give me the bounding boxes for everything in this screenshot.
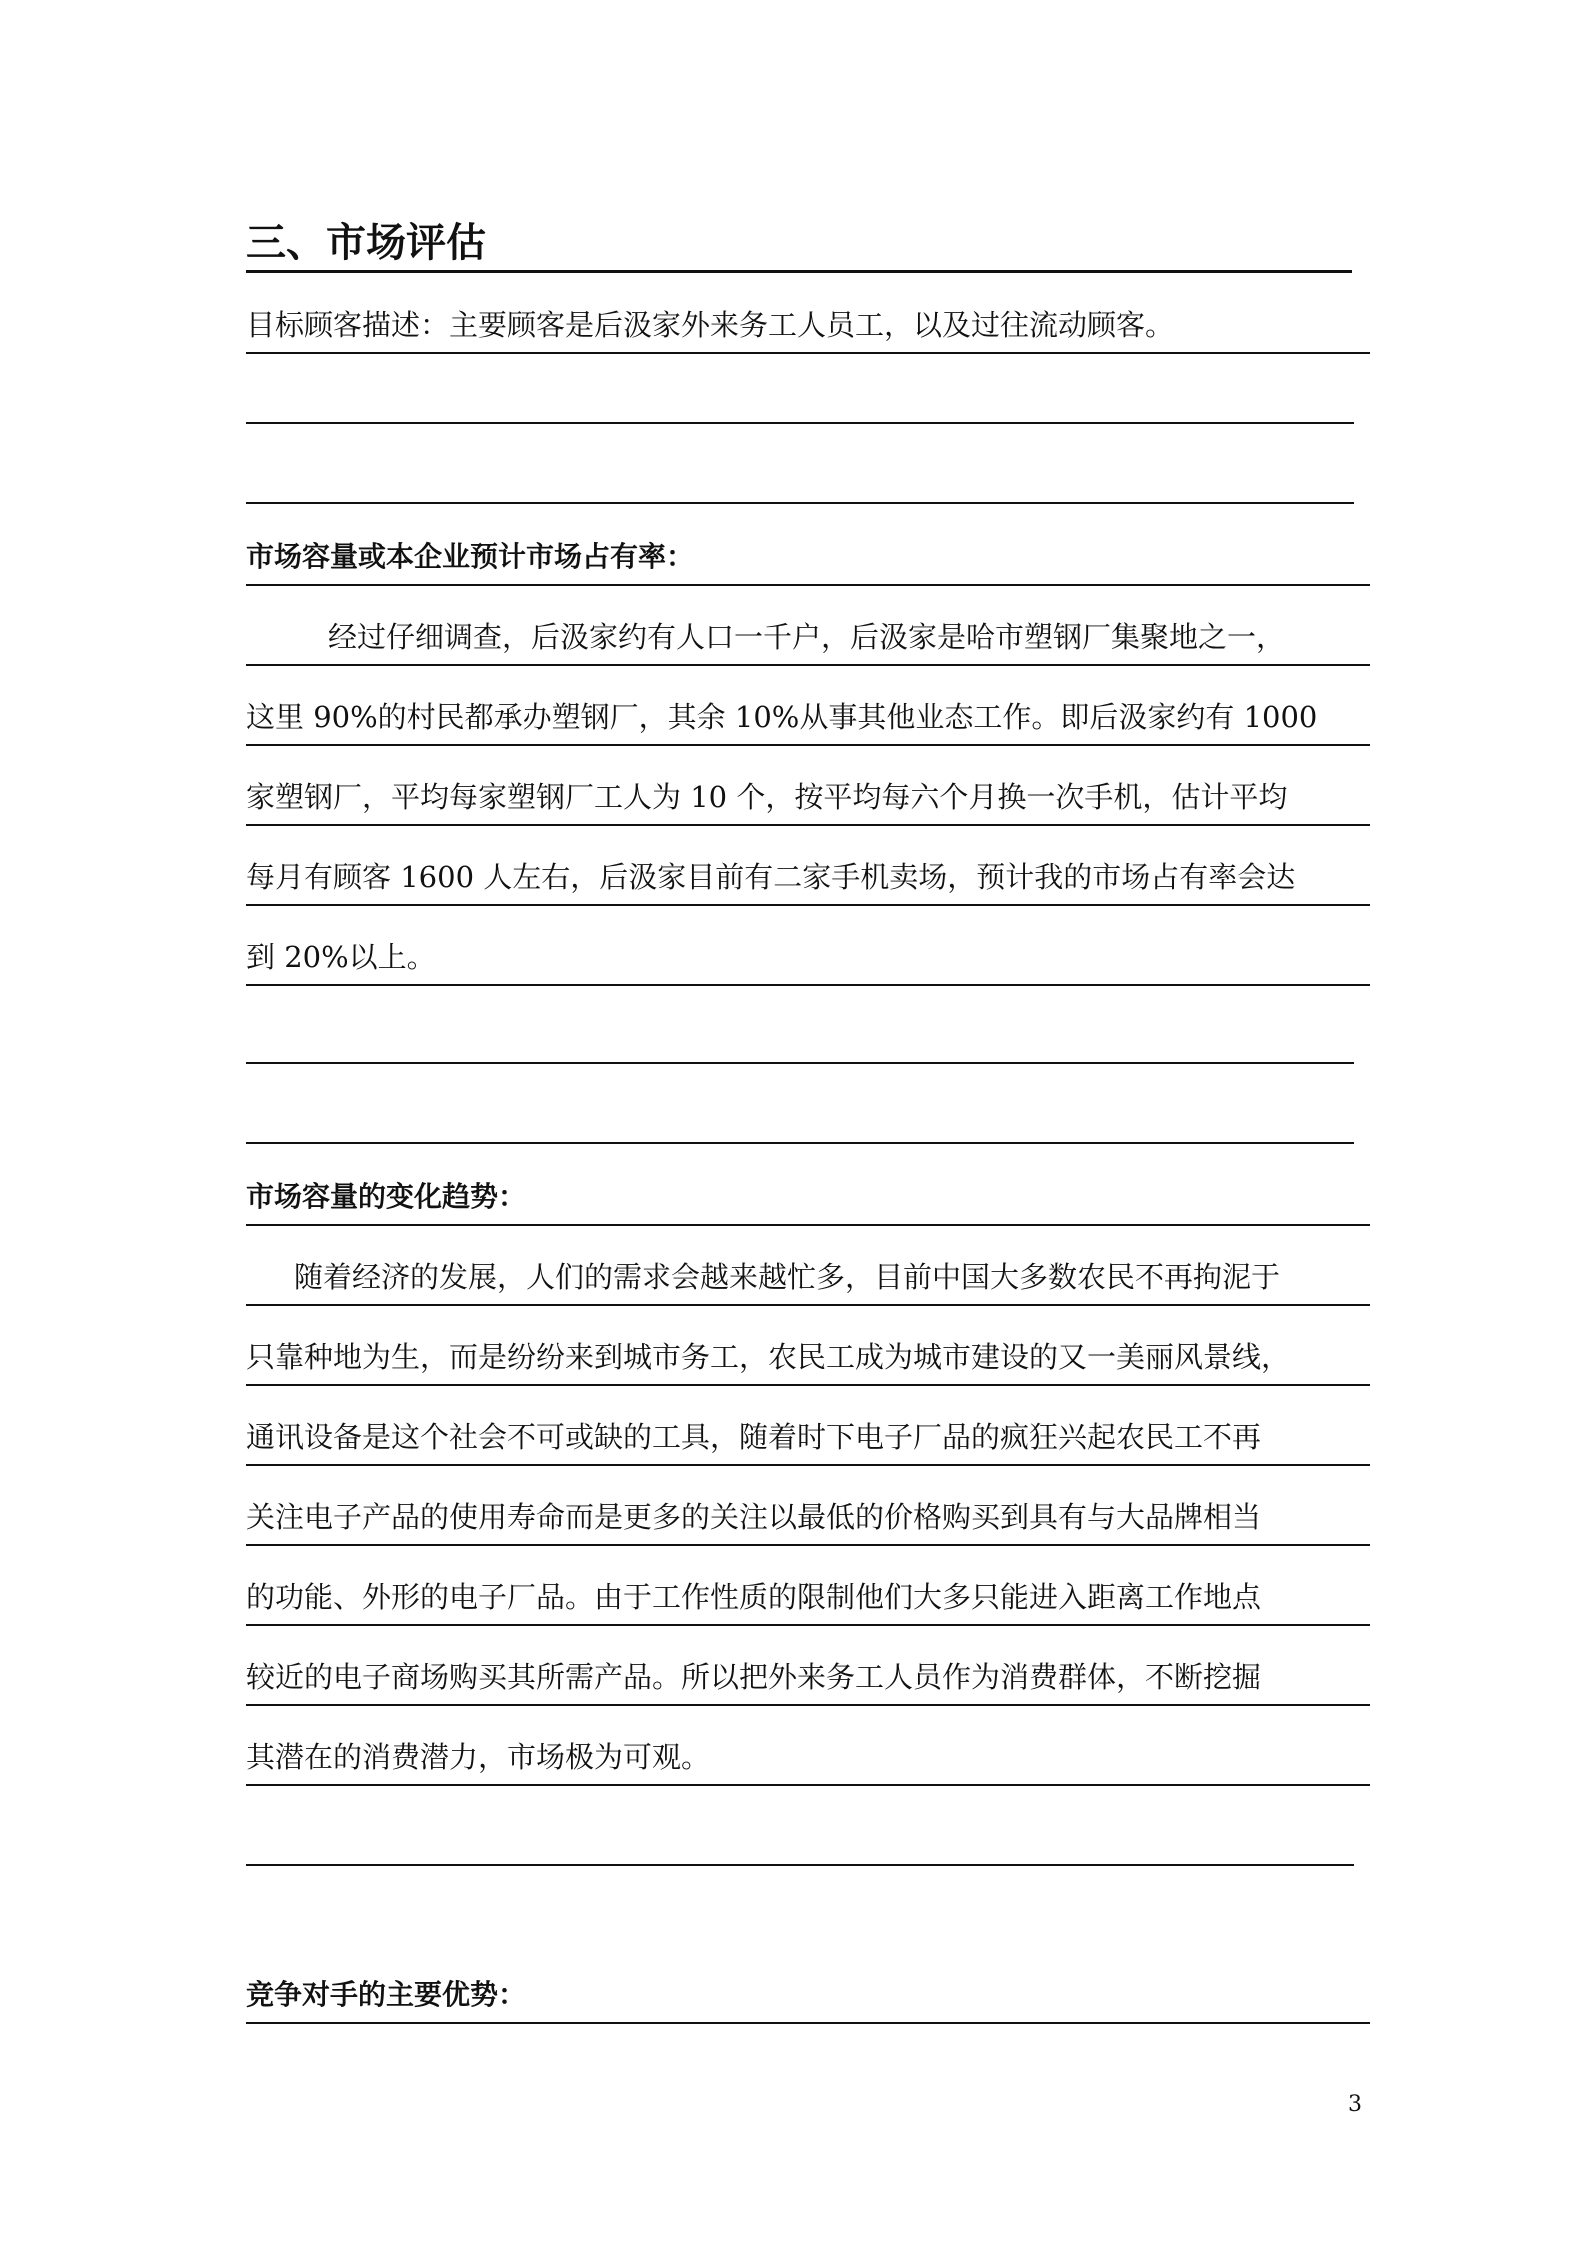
trend-line: 随着经济的发展，人们的需求会越来越忙多，目前中国大多数农民不再拘泥于 [246, 1248, 1370, 1306]
blank-line [246, 446, 1354, 504]
competitors-label: 竞争对手的主要优势： [246, 1966, 1370, 2024]
trend-line: 只靠种地为生，而是纷纷来到城市务工，农民工成为城市建设的又一美丽风景线， [246, 1328, 1370, 1386]
market-share-line: 到 20%以上。 [246, 928, 1370, 986]
trend-line: 的功能、外形的电子厂品。由于工作性质的限制他们大多只能进入距离工作地点 [246, 1568, 1370, 1626]
market-share-line: 家塑钢厂，平均每家塑钢厂工人为 10 个，按平均每六个月换一次手机，估计平均 [246, 768, 1370, 826]
trend-line: 其潜在的消费潜力，市场极为可观。 [246, 1728, 1370, 1786]
blank-line [246, 366, 1354, 424]
blank-line [246, 1006, 1354, 1064]
target-customers-line: 目标顾客描述：主要顾客是后汲家外来务工人员工，以及过往流动顾客。 [246, 296, 1370, 354]
trend-line: 较近的电子商场购买其所需产品。所以把外来务工人员作为消费群体，不断挖掘 [246, 1648, 1370, 1706]
trend-line: 关注电子产品的使用寿命而是更多的关注以最低的价格购买到具有与大品牌相当 [246, 1488, 1370, 1546]
market-share-line: 这里 90%的村民都承办塑钢厂，其余 10%从事其他业态工作。即后汲家约有 1000 [246, 688, 1370, 746]
blank-line [246, 1086, 1354, 1144]
section-heading: 三、市场评估 [246, 216, 1352, 273]
trend-line: 通讯设备是这个社会不可或缺的工具，随着时下电子厂品的疯狂兴起农民工不再 [246, 1408, 1370, 1466]
market-share-line: 经过仔细调查，后汲家约有人口一千户，后汲家是哈市塑钢厂集聚地之一， [246, 608, 1370, 666]
blank-line [246, 1808, 1354, 1866]
trend-label: 市场容量的变化趋势： [246, 1168, 1370, 1226]
page-number: 3 [1348, 2092, 1362, 2117]
market-share-line: 每月有顾客 1600 人左右，后汲家目前有二家手机卖场，预计我的市场占有率会达 [246, 848, 1370, 906]
market-share-label: 市场容量或本企业预计市场占有率： [246, 528, 1370, 586]
